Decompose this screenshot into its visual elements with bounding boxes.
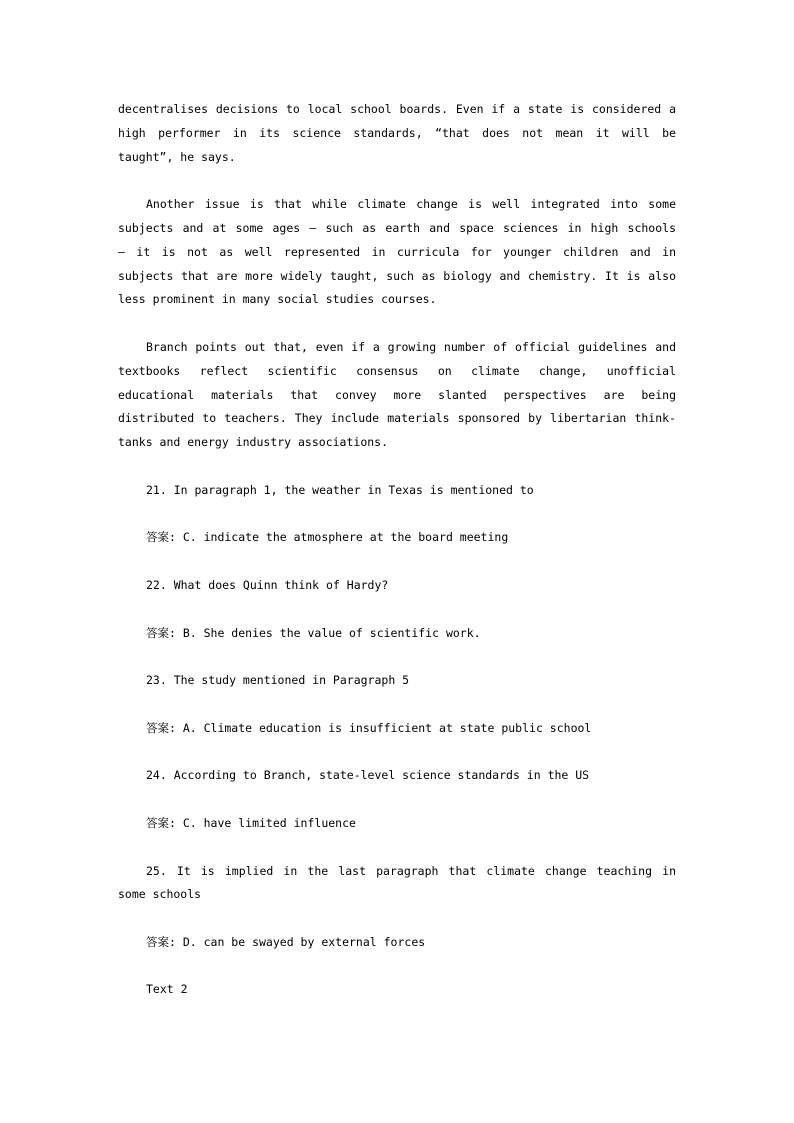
paragraph-another-issue-line-5: less prominent in many social studies courses.	[118, 292, 437, 307]
paragraph-branch-points-out-line-3: educational materials that convey more slanted perspectives are being	[118, 387, 676, 402]
question-21	[118, 479, 676, 503]
answer-25	[118, 931, 676, 955]
paragraph-branch-points-out-line-4: distributed to teachers. They include materials sponsored by libertarian think-	[118, 411, 676, 426]
answer-23	[118, 717, 676, 741]
paragraph-school-boards-line-1: decentralises decisions to local school boards. Even if a state is considered a	[118, 102, 676, 116]
question-21-line-1: 21. In paragraph 1, the weather in Texas is mentioned to	[146, 482, 534, 497]
paragraph-school-boards-line-2: high performer in its science standards, “that does not mean it will be	[118, 125, 676, 140]
paragraph-branch-points-out-line-2: textbooks reflect scientific consensus on climate change, unofficial	[118, 363, 676, 378]
question-24-line-1: 24. According to Branch, state-level science standards in the US	[146, 768, 590, 783]
question-24	[118, 764, 676, 788]
text-2-heading	[118, 978, 676, 1002]
paragraph-school-boards	[118, 98, 676, 169]
question-25	[118, 860, 676, 908]
question-22	[118, 574, 676, 598]
answer-22	[118, 622, 676, 646]
paragraph-branch-points-out	[118, 336, 676, 455]
paragraph-another-issue-line-1: Another issue is that while climate change is well integrated into some	[146, 197, 676, 212]
paragraph-branch-points-out-line-1: Branch points out that, even if a growing number of official guidelines and	[146, 339, 676, 354]
question-25-line-1: 25. It is implied in the last paragraph that climate change teaching in	[146, 863, 676, 878]
paragraph-another-issue	[118, 193, 676, 312]
answer-24-line-1: 答案: C. have limited influence	[146, 815, 356, 830]
question-23	[118, 669, 676, 693]
answer-25-line-1: 答案: D. can be swayed by external forces	[146, 934, 426, 949]
answer-21	[118, 526, 676, 550]
answer-24	[118, 812, 676, 836]
question-25-line-2: some schools	[118, 887, 202, 902]
paragraph-another-issue-line-3: — it is not as well represented in curricula for younger children and in	[118, 244, 676, 259]
answer-23-line-1: 答案: A. Climate education is insufficient at state public school	[146, 720, 592, 735]
paragraph-branch-points-out-line-5: tanks and energy industry associations.	[118, 435, 389, 450]
document-body	[118, 98, 676, 1026]
text-2-heading-line-1: Text 2	[146, 982, 188, 997]
paragraph-another-issue-line-4: subjects that are more widely taught, such as biology and chemistry. It is also	[118, 268, 676, 283]
answer-22-line-1: 答案: B. She denies the value of scientific work.	[146, 625, 481, 640]
paragraph-school-boards-line-3: taught”, he says.	[118, 149, 236, 164]
answer-21-line-1: 答案: C. indicate the atmosphere at the board meeting	[146, 530, 509, 545]
question-22-line-1: 22. What does Quinn think of Hardy?	[146, 577, 389, 592]
paragraph-another-issue-line-2: subjects and at some ages — such as earth and space sciences in high schools	[118, 220, 676, 235]
question-23-line-1: 23. The study mentioned in Paragraph 5	[146, 673, 410, 688]
